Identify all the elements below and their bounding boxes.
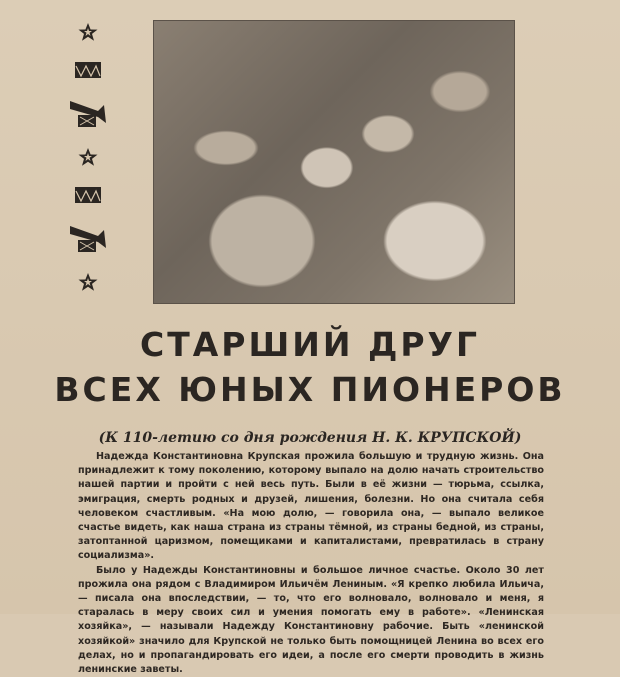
article-body: [78, 450, 544, 677]
star-icon: [78, 22, 98, 42]
article-paragraph: Надежда Константиновна Крупская прожила большую и трудную жизнь. Она принадлежит к тому поколению, которому выпало на долю начать строительство нашей партии и пройти с ней весь путь. Были в её жизни — тюрьма, ссылка, эмиграция, смерть родных и друзей, лишения, болезни. Но она считала себя человеком счастливым. «На мою долю, — говорила она, — выпало великое счастье видеть, как наша страна из страны тёмной, из страны бедной, из страны, затоптанной царизмом, помещиками и капиталистами, превратилась в страну социализма».: [78, 451, 544, 562]
star-icon: [78, 272, 98, 292]
bugle-icon: [68, 222, 108, 254]
drum-icon: [73, 60, 103, 80]
star-icon: [78, 147, 98, 167]
article-title-line-1: СТАРШИЙ ДРУГ: [140, 325, 480, 364]
article-paragraph: Было у Надежды Константиновны и большое личное счастье. Около 30 лет прожила она рядом с Владимиром Ильичём Лениным. «Я крепко любила Ильича, — писала она впоследствии, — то, что его волновало, волновало и меня, я старалась в меру своих сил и умения помогать ему в работе». «Ленинская хозяйка», — называли Надежду Константиновну рабочие. Быть «ленинской хозяйкой» значило для Крупской не только быть помощницей Ленина во всех его делах, но и пропагандировать его идеи, а после его смерти проводить в жизнь ленинские заветы.: [78, 564, 544, 676]
article-title-line-2: ВСЕХ ЮНЫХ ПИОНЕРОВ: [54, 370, 566, 409]
article-subtitle: (К 110-летию со дня рождения Н. К. КРУПСКОЙ): [98, 430, 522, 446]
pioneer-ornament-column: [64, 22, 112, 292]
group-photo: [153, 20, 515, 304]
bugle-icon: [68, 97, 108, 129]
drum-icon: [73, 185, 103, 205]
